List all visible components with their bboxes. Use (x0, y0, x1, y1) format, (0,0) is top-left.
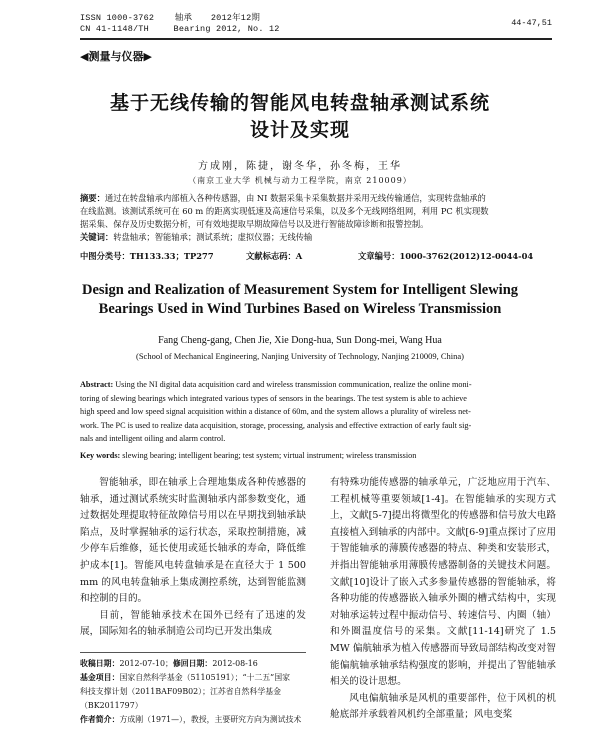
body-line: 度信号的采集。文献[11-14]研究了 1.5 MW 偏 (330, 626, 556, 654)
header-rule (80, 38, 552, 40)
abstract-en-line: high speed and low speed signal acquisition within a distance of 60m, and the system allows a plurality of wireless net- (80, 407, 471, 416)
abstract-cn (80, 192, 552, 244)
body-line: 的寿命，降低维护成本[1]。智能风电转盘轴承是 (80, 543, 307, 571)
keywords-en-block (80, 449, 550, 463)
abstract-cn-line: 通过在转盘轴承内部植入各种传感器，由 NI 数据采集卡采集数据并采用无线传输通信，实现转盘轴承的 (104, 193, 486, 203)
body-line: 承相关的设计思想。 (330, 659, 557, 688)
issn: ISSN 1000-3762 (80, 13, 155, 23)
journal-header (80, 13, 280, 35)
journal-name-cn: 轴承 (174, 13, 193, 23)
footnote-rule (80, 652, 306, 653)
body-line: 有特殊功能传感器的轴承单元，广泛地应用于汽 (330, 477, 537, 488)
abstract-en-line: Using the NI digital data acquisition card and wireless transmission communication, realize the online moni- (113, 380, 472, 389)
keywords-cn: 转盘轴承；智能轴承；测试系统；虚拟仪器；无线传输 (113, 232, 313, 242)
body-line: 航轴承为植入传感器而导致局部结构改变对智能 (330, 642, 557, 671)
journal-name-en: Bearing 2012, No. 12 (173, 24, 280, 34)
body-line: 风电偏航轴承是风机的重要部件，位于风机 (349, 692, 537, 704)
keywords-en-label: Key words: (80, 451, 121, 460)
title-cn-line1: 基于无线传输的智能风电转盘轴承测试系统 (109, 92, 490, 114)
authors-en: Fang Cheng-gang, Chen Jie, Xie Dong-hua, Sun Dong-mei, Wang Hua (158, 335, 442, 346)
body-line: 发展，国际知名的轴承制造公司均已开发出集成 (80, 609, 306, 638)
abstract-en (80, 378, 550, 446)
body-line: 偏航轴承轴承结构强度的影响，并提出了智能轴 (339, 659, 547, 671)
body-line: 信号放大电路直接植入到轴承的内部中。文献 (330, 510, 557, 538)
body-line: 入式多参量传感器的智能轴承，将各种功能的传 (330, 576, 556, 605)
affiliation-en: (School of Mechanical Engineering, Nanjing University of Technology, Nanjing 210009, China) (135, 351, 464, 361)
title-en-line1: Design and Realization of Measurement System for Intelligent Slewing (81, 282, 519, 298)
keywords-en: slewing bearing; intelligent bearing; test system; virtual instrument; wireless transmission (120, 451, 417, 460)
body-line: 车、工程机械等重要领域[1-4]。在智能轴承的实 (330, 477, 557, 505)
body-line: 传感器制备的关键技术问题。文献[10]设计了嵌 (330, 559, 557, 588)
body-line: 变化，通过数据处理提取特征故障信号用以在早 (80, 493, 307, 522)
body-line: [6-9]重点探讨了应用于智能轴承的薄膜传感器 (330, 526, 556, 555)
abstract-cn-line: 据采集、保存及历史数据分析，可有效地提取早期故障信号以及进行智能故障诊断和报警控制。 (80, 219, 429, 229)
page-range: 44-47,51 (511, 18, 552, 28)
abstract-en-label: Abstract: (80, 380, 114, 389)
body-left-column (80, 475, 306, 641)
affiliation-cn: （南京工业大学 机械与动力工程学院，南京 210009） (188, 176, 412, 185)
title-cn-line2: 设计及实现 (249, 119, 350, 141)
document-code: 文献标志码：A (246, 251, 303, 261)
body-line: 期找到轴承缺陷点，及时掌握轴承的运行状态，采 (80, 510, 307, 538)
body-line: 感器嵌入轴承外圈的槽式结构中，实现对轴承运 (330, 593, 557, 621)
abstract-cn-line: 在线监测。该测试系统可在 60 m 的距离实现低速及高速信号采集，以及多个无线网络组网，利用 PC 机实现数 (80, 206, 489, 216)
body-right-column (330, 475, 556, 724)
footnotes: 收稿日期：2012-07-10；修回日期：2012-08-16 基金项目：国家自然科学基金（51105191）；“十二五”国家 科技支撑计划（2011BAF09B02）；江苏省自然科学基金 （BK2011797） 作者简介：方成刚（1971—），教授，主要研究方向为测试技术 (80, 659, 302, 724)
keywords-cn-label: 关键词： (80, 232, 114, 242)
body-line: 的机舱底部并承载着风机约全部重量；风电变桨 (330, 692, 557, 721)
abstract-en-line: nals and intelligent oiling and alarm control. (80, 434, 226, 443)
body-line: 目前，智能轴承技术在国外已经有了迅速的 (99, 609, 297, 621)
abstract-en-line: toring of slewing bearings which integrated various types of sensors in the bearings. The test system is able to achieve (80, 393, 467, 403)
body-line: 转过程中振动信号、转速信号、内圈（轴）和外圈温 (330, 609, 557, 638)
authors-cn: 方成刚，陈捷，谢冬华，孙冬梅，王华 (198, 161, 402, 172)
abstract-cn-label: 摘要： (80, 193, 105, 203)
body-line: 器的轴承，通过测试系统实时监测轴承内部参数 (80, 477, 307, 505)
issue-cn: 2012年12期 (210, 13, 261, 23)
title-en-line2: Bearings Used in Wind Turbines Based on Wireless Transmission (98, 301, 502, 317)
article-number: 文章编号：1000-3762(2012)12-0044-04 (358, 251, 534, 261)
abstract-en-line: work. The PC is used to realize data acquisition, storage, processing, analysis and effective extraction of early fault sig- (80, 420, 472, 430)
cn-number: CN 41-1148/TH (80, 24, 149, 34)
body-line: 在直径大于 1 500 mm 的风电转盘轴承上集成测 (80, 559, 307, 588)
body-line: 智能轴承，即在轴承上合理地集成各种传感 (99, 477, 287, 488)
body-line: 控系统，达到智能监测和控制的目的。 (80, 576, 306, 605)
section-label: ◀测量与仪器▶ (80, 50, 152, 63)
body-line: 的特点、种类和安装形式，并指出智能轴承用薄膜 (330, 543, 556, 571)
clc-number: 中图分类号：TH133.33；TP277 (80, 251, 214, 261)
body-line: 取控制措施，减少停车后维修，延长使用或延长轴承 (80, 526, 307, 555)
body-line: 现方式上，文献[5-7]提出将微型化的传感器和 (330, 493, 557, 522)
